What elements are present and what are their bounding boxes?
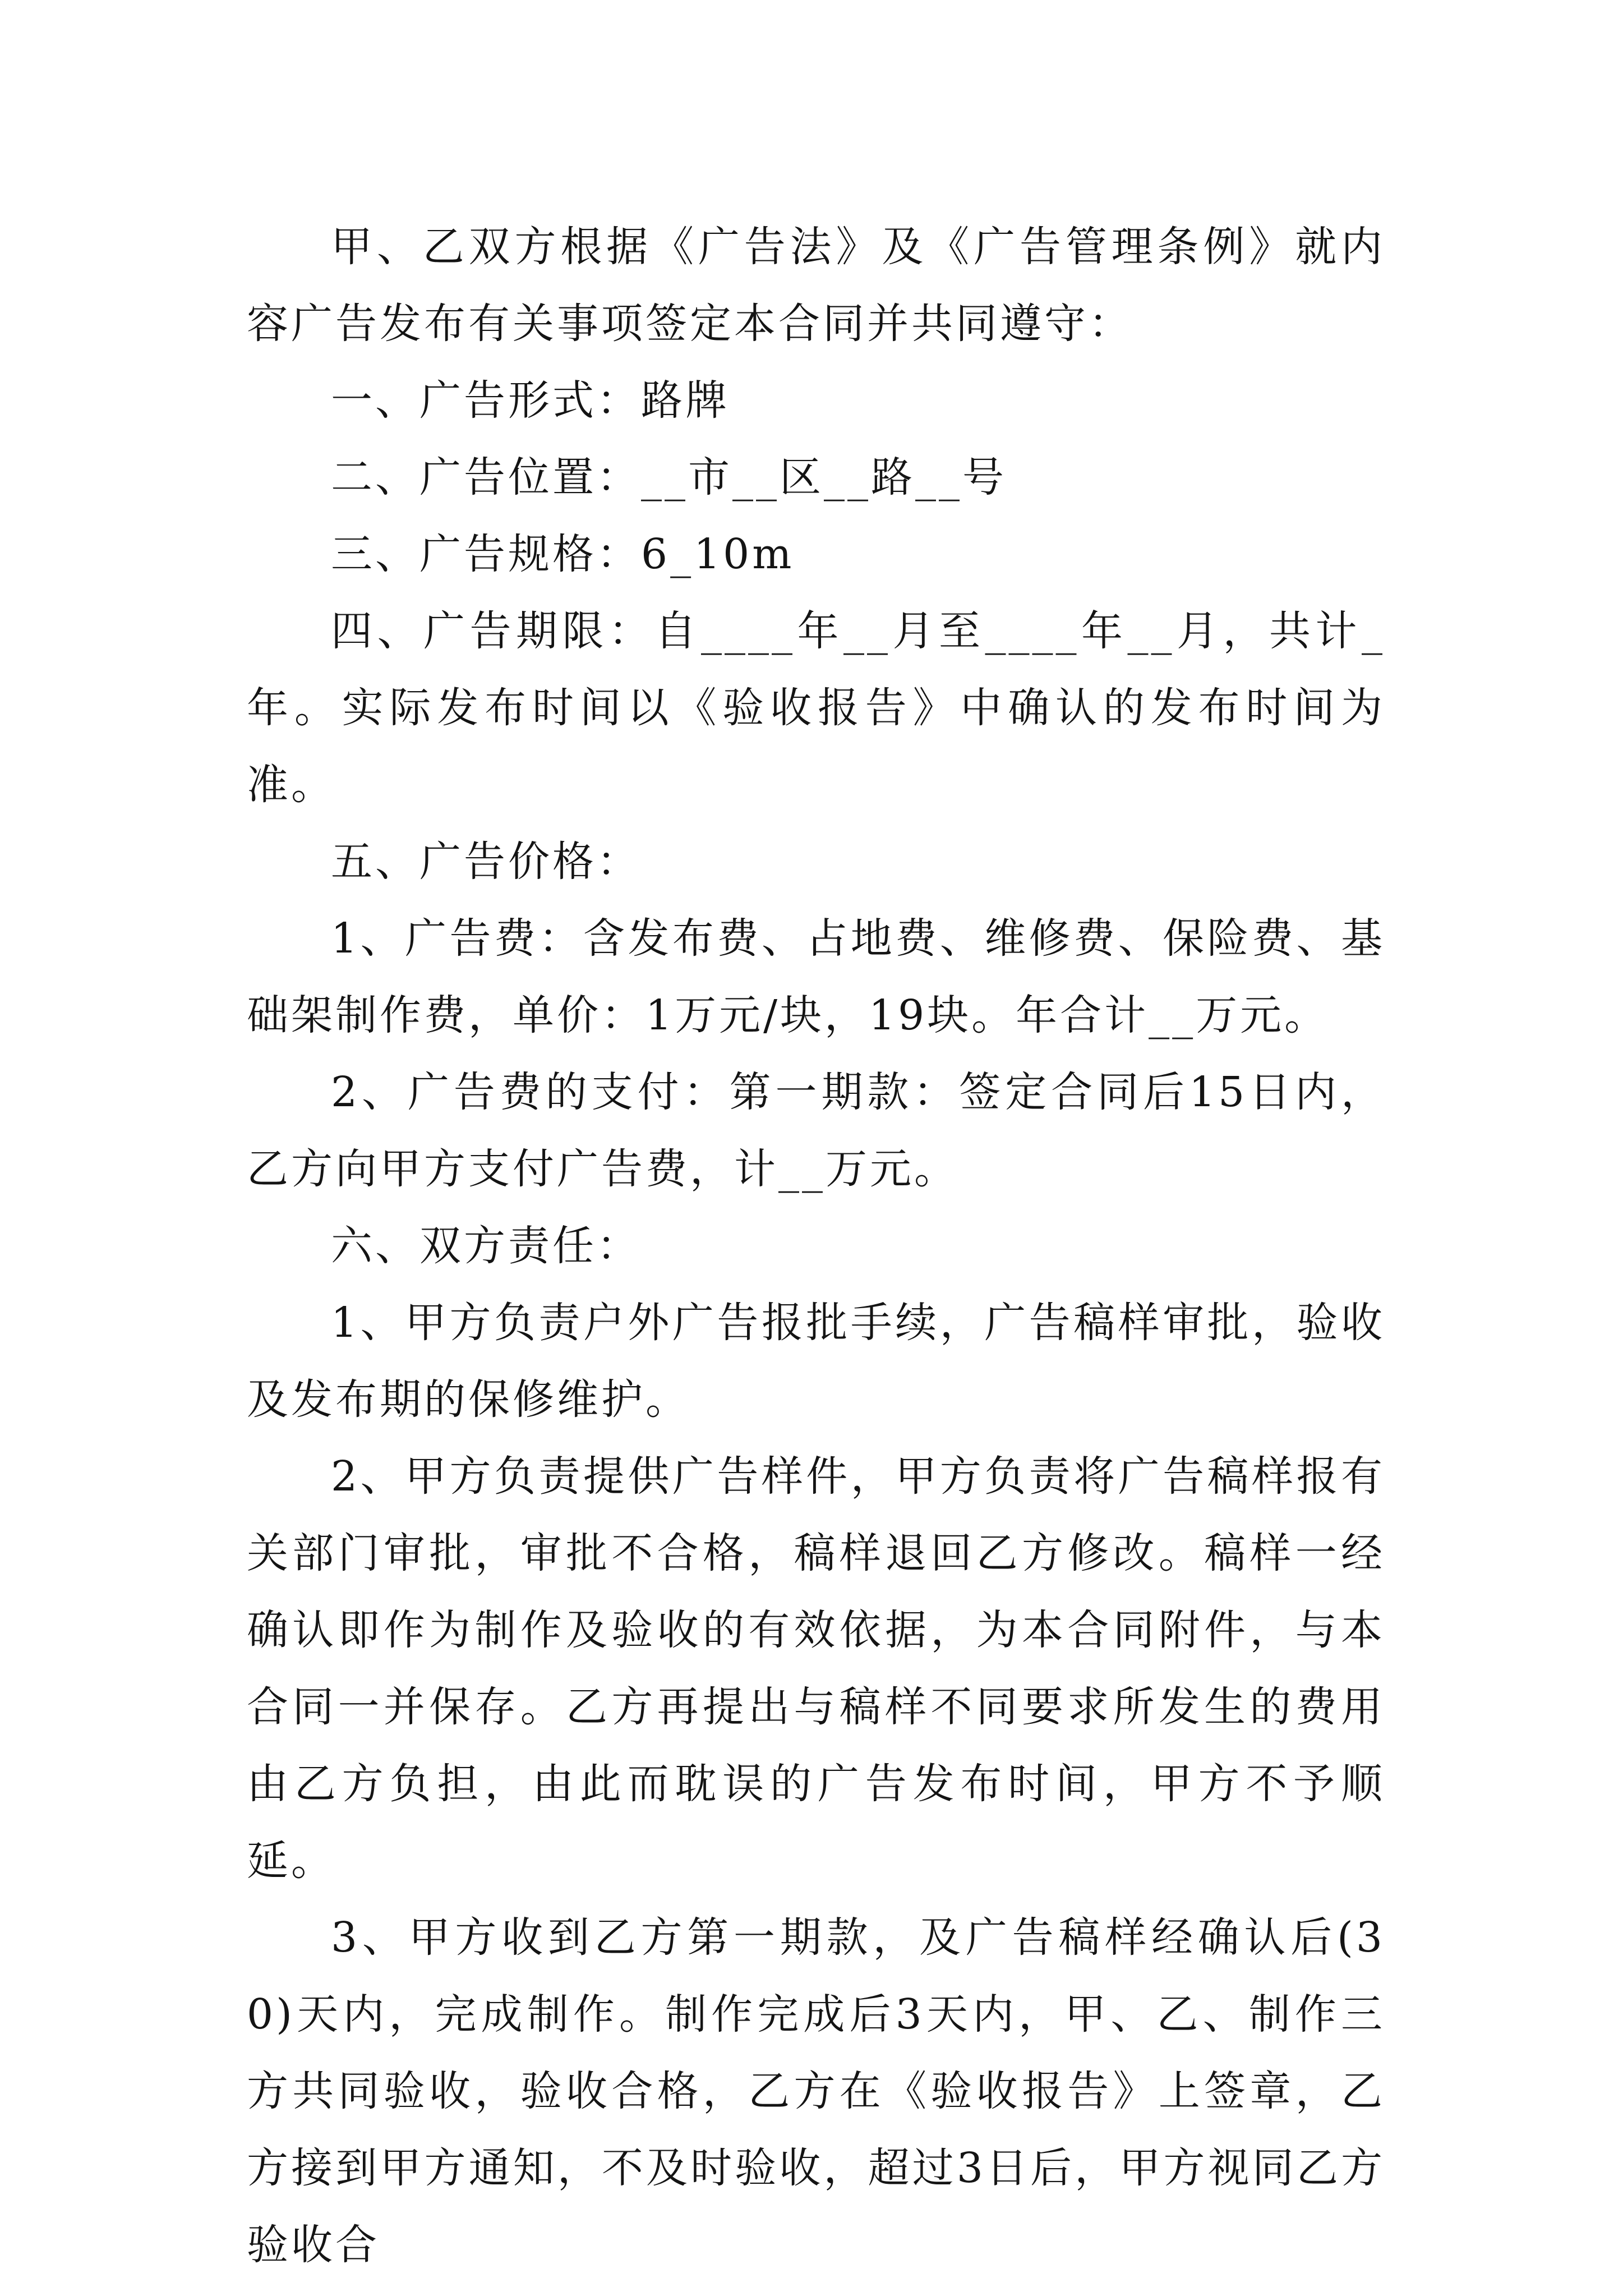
paragraph-responsibility-3: 3、甲方收到乙方第一期款，及广告稿样经确认后(30)天内，完成制作。制作完成后3天内，甲、乙、制作三方共同验收，验收合格，乙方在《验收报告》上签章，乙方接到甲方通知，不及时验收，超过3日后，甲方视同乙方验收合 [247,1913,1385,2269]
paragraph-preamble: 甲、乙双方根据《广告法》及《广告管理条例》就内容广告发布有关事项签定本合同并共同遵守： [247,223,1385,348]
paragraph-ad-spec: 三、广告规格：6_10m [331,530,795,578]
paragraph-ad-fee: 1、广告费：含发布费、占地费、维修费、保险费、基础架制作费，单价：1万元/块，19块。年合计__万元。 [247,914,1385,1039]
paragraph-ad-form: 一、广告形式：路牌 [331,376,730,425]
paragraph-responsibility-1: 1、甲方负责户外广告报批手续，广告稿样审批，验收及发布期的保修维护。 [247,1299,1385,1424]
paragraph-responsibilities-heading: 六、双方责任： [331,1222,641,1270]
paragraph-ad-term: 四、广告期限：自____年__月至____年__月，共计_年。实际发布时间以《验收报告》中确认的发布时间为准。 [247,607,1385,809]
paragraph-responsibility-2: 2、甲方负责提供广告样件，甲方负责将广告稿样报有关部门审批，审批不合格，稿样退回乙方修改。稿样一经确认即作为制作及验收的有效依据，为本合同附件，与本合同一并保存。乙方再提出与稿样不同要求所发生的费用由乙方负担，由此而耽误的广告发布时间，甲方不予顺延。 [247,1452,1385,1885]
contract-text [247,209,1385,2284]
paragraph-ad-fee-payment: 2、广告费的支付：第一期款：签定合同后15日内，乙方向甲方支付广告费，计__万元。 [247,1068,1385,1193]
paragraph-ad-location: 二、广告位置：__市__区__路__号 [331,453,1007,501]
paragraph-ad-price-heading: 五、广告价格： [331,838,641,886]
